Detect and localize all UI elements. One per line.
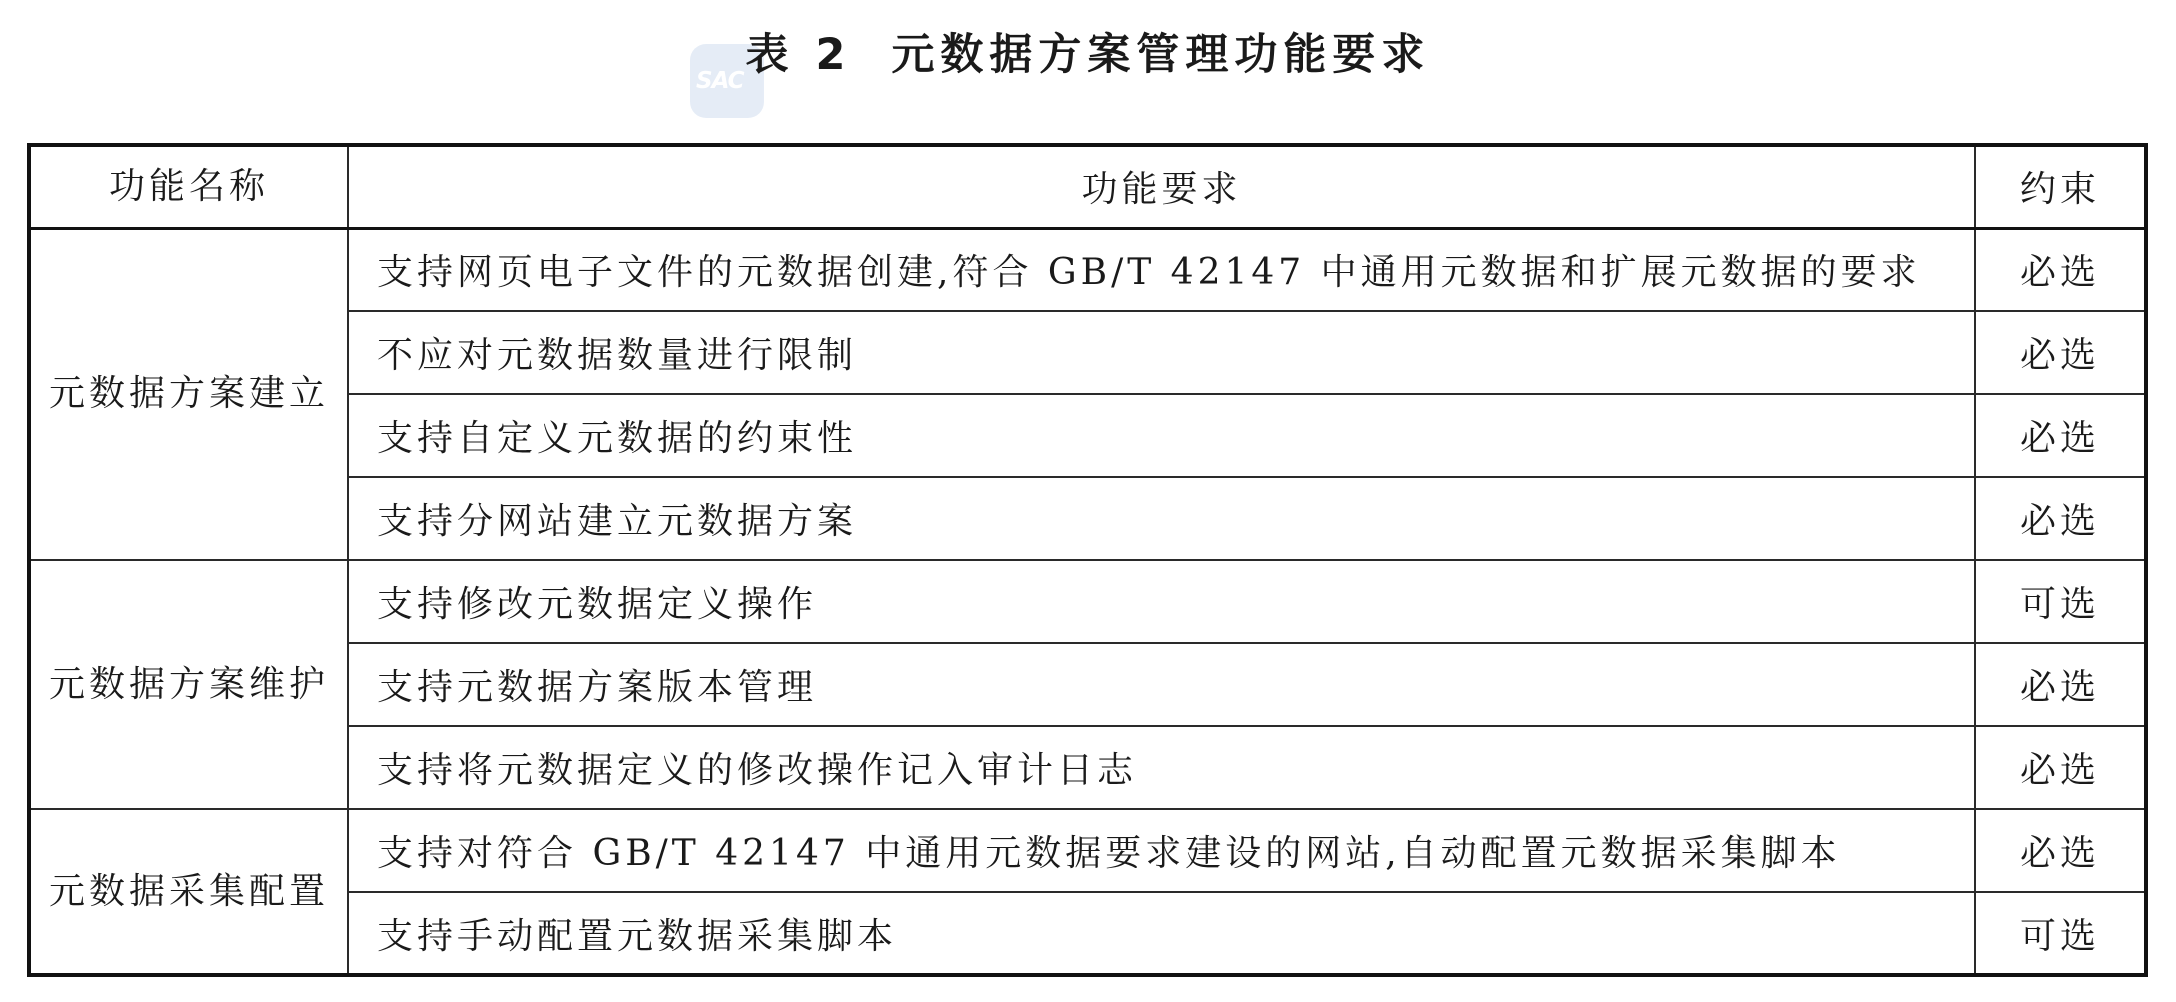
header-function-name: 功能名称 xyxy=(29,145,348,228)
table-title: 元数据方案管理功能要求 xyxy=(891,30,1431,80)
requirement-cell: 支持分网站建立元数据方案 xyxy=(348,477,1975,560)
constraint-cell: 可选 xyxy=(1975,892,2146,975)
requirement-cell: 支持自定义元数据的约束性 xyxy=(348,394,1975,477)
group-name-cell: 元数据采集配置 xyxy=(29,809,348,975)
table-row xyxy=(29,228,2146,311)
requirement-cell: 支持修改元数据定义操作 xyxy=(348,560,1975,643)
table-row xyxy=(29,560,2146,643)
constraint-cell: 必选 xyxy=(1975,228,2146,311)
constraint-cell: 可选 xyxy=(1975,560,2146,643)
table-row xyxy=(29,809,2146,892)
group-name-cell: 元数据方案建立 xyxy=(29,228,348,560)
requirement-cell: 支持将元数据定义的修改操作记入审计日志 xyxy=(348,726,1975,809)
requirement-cell: 支持手动配置元数据采集脚本 xyxy=(348,892,1975,975)
table-caption xyxy=(0,26,2176,84)
table-header-row xyxy=(29,145,2146,228)
constraint-cell: 必选 xyxy=(1975,477,2146,560)
group-name-cell: 元数据方案维护 xyxy=(29,560,348,809)
header-constraint: 约束 xyxy=(1975,145,2146,228)
constraint-cell: 必选 xyxy=(1975,311,2146,394)
constraint-cell: 必选 xyxy=(1975,809,2146,892)
table-number: 表 2 xyxy=(745,30,852,80)
requirement-cell: 支持对符合 GB/T 42147 中通用元数据要求建设的网站,自动配置元数据采集脚本 xyxy=(348,809,1975,892)
constraint-cell: 必选 xyxy=(1975,394,2146,477)
requirement-cell: 支持元数据方案版本管理 xyxy=(348,643,1975,726)
constraint-cell: 必选 xyxy=(1975,726,2146,809)
constraint-cell: 必选 xyxy=(1975,643,2146,726)
header-function-requirement: 功能要求 xyxy=(348,145,1975,228)
watermark-text: SAC xyxy=(696,68,744,94)
requirement-cell: 不应对元数据数量进行限制 xyxy=(348,311,1975,394)
requirement-cell: 支持网页电子文件的元数据创建,符合 GB/T 42147 中通用元数据和扩展元数据的要求 xyxy=(348,228,1975,311)
requirements-table xyxy=(27,143,2148,977)
